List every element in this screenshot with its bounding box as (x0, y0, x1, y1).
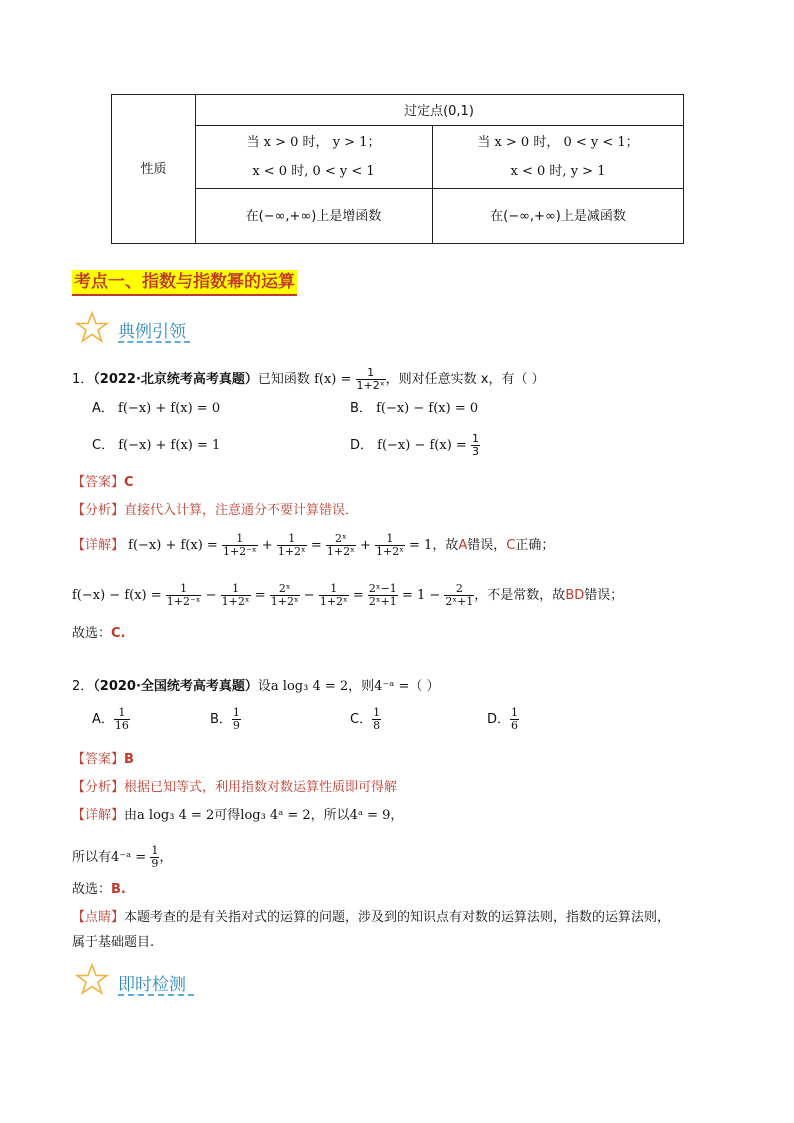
detail-line-2: 所以有4⁻ᵃ = $\frac{1}{9}$ ， (72, 844, 173, 870)
question-1-stem (72, 367, 545, 392)
function-name: f(x) = (314, 372, 352, 387)
option-b: B． $\frac{1}{9}$ (210, 706, 240, 732)
subsection-title-practice: 即时检测 (118, 975, 186, 995)
option-b: B． f(−x) − f(x) = 0 (350, 401, 479, 416)
increasing-condition-1: 当 x > 0 时， y > 1； (246, 135, 381, 150)
decreasing-condition-2: x < 0 时, y > 1 (510, 164, 606, 179)
analysis-line: 【分析】根据已知等式，利用指数对数运算性质即可得解 (72, 780, 398, 795)
increasing-condition-2: x < 0 时, 0 < y < 1 (252, 164, 375, 179)
detail-line-1: 【详解】由a log₃ 4 = 2可得log₃ 4ᵃ = 2，所以4ᵃ = 9， (72, 808, 404, 823)
choice-line: 故选：C. (72, 626, 126, 641)
fraction: $\frac{1}{\text{1+2ˣ}}$ (356, 366, 385, 392)
analysis-line: 【分析】直接代入计算，注意通分不要计算错误． (72, 503, 359, 518)
question-number: 2． (72, 679, 94, 694)
comment-line-2: 属于基础题目. (72, 935, 155, 950)
common-property: 过定点(0,1) (404, 104, 474, 119)
detail-line-1: 【详解】 f(−x) + f(x) = $\frac{1}{\text{1+2⁻ˣ}}$ + $\frac{1}{\text{1+2ˣ}}$ = $\frac{\text{2ˣ}}{\text{1+2ˣ}}$ + $\frac{1}{\text{1+2ˣ}}$ = 1，故A错误，C正确； (72, 532, 555, 558)
dashed-underline (118, 994, 194, 996)
question-source: （2022·北京统考高考真题） (93, 372, 258, 387)
option-c: C． f(−x) + f(x) = 1 (92, 438, 221, 453)
answer-line: 【答案】B (72, 752, 134, 767)
choice-line: 故选：B. (72, 882, 126, 897)
table-divider (195, 125, 683, 126)
decreasing-condition-1: 当 x > 0 时， 0 < y < 1； (477, 135, 639, 150)
section-heading: 考点一、指数与指数幂的运算 (72, 270, 297, 296)
question-number: 1． (72, 372, 94, 387)
answer-line: 【答案】C (72, 475, 134, 490)
star-icon (75, 311, 109, 343)
option-c: C． $\frac{1}{8}$ (350, 706, 381, 732)
property-table (111, 94, 684, 244)
dashed-underline (118, 341, 190, 343)
comment-line-1: 【点睛】本题考查的是有关指对式的运算的问题，涉及到的知识点有对数的运算法则，指数的运算法则， (72, 910, 671, 925)
detail-line-2: f(−x) − f(x) = $\frac{1}{\text{1+2⁻ˣ}}$ − $\frac{1}{\text{1+2ˣ}}$ = $\frac{\text{2ˣ}}{\text{1+2ˣ}}$ − $\frac{1}{\text{1+2ˣ}}$ = $\frac{\text{2ˣ−1}}{\text{2ˣ+1}}$ = 1 − $\frac{2}{\text{2ˣ+1}}$ ，不是常数，故BD错误； (72, 582, 624, 608)
option-a: A． $\frac{1}{16}$ (92, 706, 129, 732)
fraction: $\frac{1}{3}$ (471, 432, 479, 458)
star-icon (75, 963, 109, 995)
question-2-stem: 2．（2020·全国统考高考真题）设a log₃ 4 = 2，则4⁻ᵃ =（ ） (72, 679, 440, 694)
stem-text: 已知函数 (257, 372, 310, 387)
decreasing-statement: 在(−∞,+∞)上是减函数 (490, 209, 626, 224)
option-d: D． f(−x) − f(x) = $\frac{1}{3}$ (350, 432, 479, 458)
table-divider (195, 188, 683, 189)
stem-text: ，则对任意实数 x，有（ ） (385, 372, 545, 387)
subsection-title-examples: 典例引领 (118, 322, 186, 342)
row-header: 性质 (140, 162, 167, 177)
increasing-statement: 在(−∞,+∞)上是增函数 (245, 209, 382, 224)
question-source: （2020·全国统考高考真题） (93, 679, 258, 694)
option-d: D． $\frac{1}{6}$ (487, 706, 519, 732)
option-a: A． f(−x) + f(x) = 0 (92, 401, 221, 416)
